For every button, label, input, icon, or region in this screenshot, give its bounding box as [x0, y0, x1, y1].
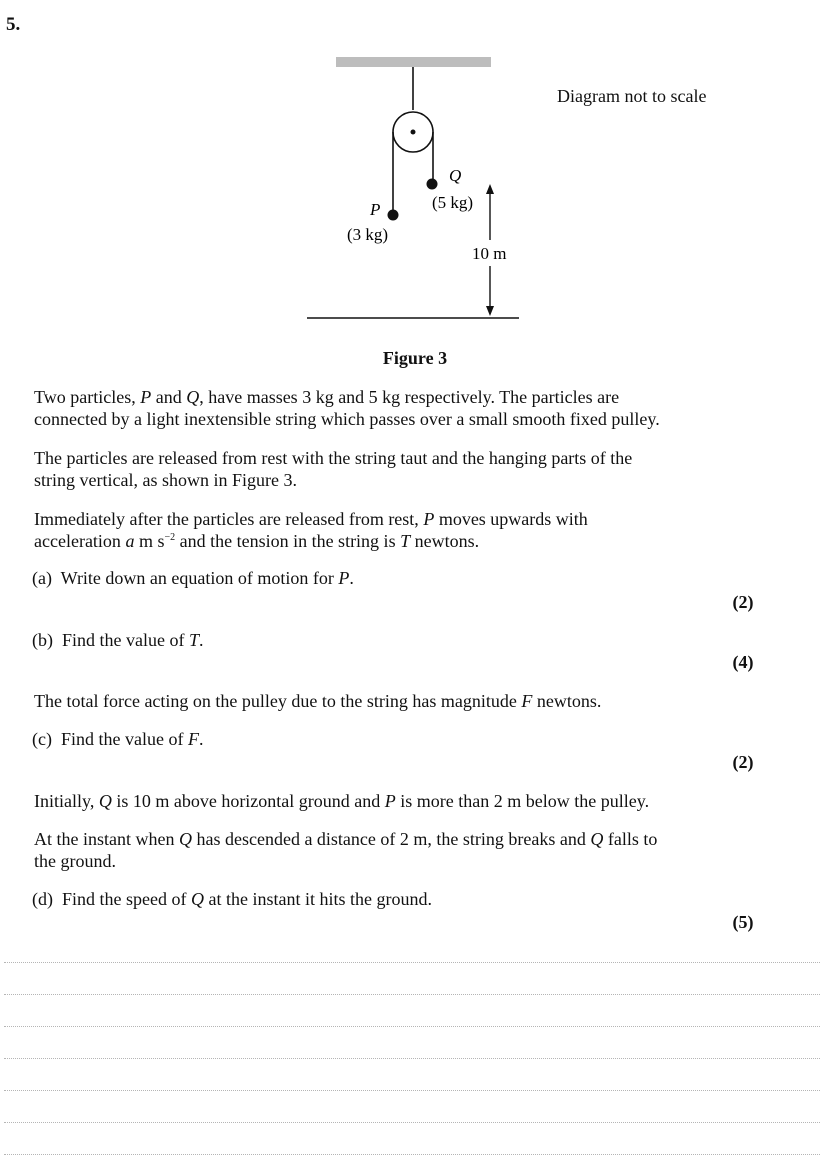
marks-b: (4): [732, 652, 754, 672]
height-label: 10 m: [472, 244, 507, 263]
label-p: P: [370, 200, 381, 219]
particle-q: [427, 179, 438, 190]
diagram-note: Diagram not to scale: [557, 86, 707, 106]
particle-p: [388, 210, 399, 221]
figure-caption: Figure 3: [382, 348, 448, 368]
paragraph-string-breaks: At the instant when Q has descended a distance of 2 m, the string breaks and Q falls to the ground.: [34, 829, 658, 871]
marks-d: (5): [732, 912, 754, 932]
answer-line: [4, 1154, 820, 1155]
mass-q: (5 kg): [432, 193, 474, 212]
paragraph-intro: Two particles, P and Q, have masses 3 kg and 5 kg respectively. The particles are connected by a light inextensible string which passes over a small smooth fixed pulley.: [34, 387, 660, 429]
paragraph-initial: Initially, Q is 10 m above horizontal ground and P is more than 2 m below the pulley.: [34, 791, 650, 811]
pulley-diagram: [0, 0, 830, 340]
answer-line: [4, 1058, 820, 1059]
answer-line: [4, 1122, 820, 1123]
mass-p: (3 kg): [347, 225, 389, 244]
question-number: 5.: [6, 14, 21, 35]
ceiling: [336, 57, 491, 67]
arrow-down-icon: [486, 306, 494, 316]
part-d: (d) Find the speed of Q at the instant it hits the ground.: [32, 889, 432, 909]
marks-a: (2): [732, 592, 754, 612]
arrow-up-icon: [486, 184, 494, 194]
part-a: (a) Write down an equation of motion for P.: [32, 568, 354, 588]
part-c: (c) Find the value of F.: [32, 729, 204, 749]
answer-line: [4, 962, 820, 963]
paragraph-release: The particles are released from rest with the string taut and the hanging parts of the string vertical, as shown in Figure 3.: [34, 448, 633, 490]
answer-line: [4, 994, 820, 995]
paragraph-acceleration: Immediately after the particles are released from rest, P moves upwards with acceleration a m $s^{-2}$ and the tension in the string is T newtons.: [34, 509, 588, 551]
answer-area[interactable]: [4, 962, 820, 1162]
pulley-axle: [411, 130, 416, 135]
marks-c: (2): [732, 752, 754, 772]
answer-line: [4, 1026, 820, 1027]
paragraph-pulley-force: The total force acting on the pulley due to the string has magnitude F newtons.: [34, 691, 602, 711]
label-q: Q: [449, 166, 462, 185]
answer-line: [4, 1090, 820, 1091]
part-b: (b) Find the value of T.: [32, 630, 204, 650]
